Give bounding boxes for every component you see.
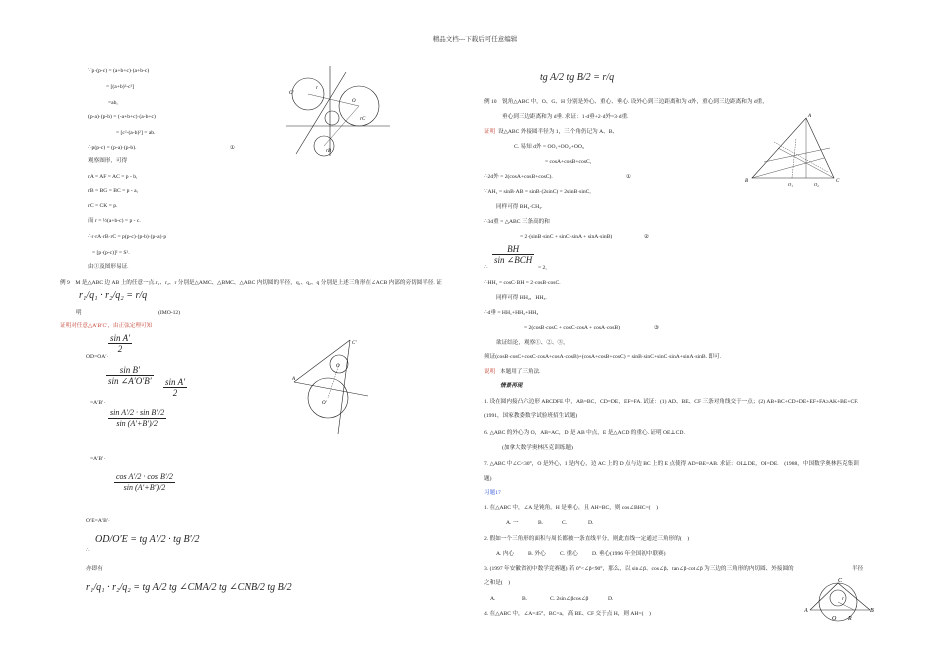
fig-label: B — [745, 179, 749, 184]
text-line: 同样可得 BH₂·CH₃. — [496, 204, 543, 210]
equation-number: ③ — [654, 325, 660, 331]
homework-4: 4. 在△ABC 中，∠A=45°，BC=a，高 BE、CF 交于点 H，则 AH=( ) — [484, 611, 651, 617]
fig-label: C′ — [352, 341, 357, 346]
homework-3b: 之和是( ) — [484, 580, 511, 586]
eq-top: tg A/2 tg B/2 = r/q — [540, 72, 615, 83]
option: C. — [562, 520, 568, 526]
text-line: OD=OA′· — [86, 354, 109, 360]
text-line: ∴ — [86, 548, 90, 554]
fraction-denominator: sin (A′+B′)/2 — [114, 482, 175, 493]
example-10: 例 10 锐角△ABC 中，O、G、H 分别是外心、重心、垂心. 设外心到三边距离和为 d外，重心到三边距离和为 d重， — [484, 99, 768, 105]
fig-label: O — [336, 364, 340, 369]
section-title: 情景再现 — [500, 383, 523, 389]
exercise-6: 6. △ABC 的外心为 O，AB=AC，D 是 AB 中点，E 是△ACD 的重心. 证明 OE⊥CD. — [484, 430, 685, 436]
fig-label: A — [804, 608, 808, 614]
fig-label: rB — [326, 149, 331, 154]
homework-2: 2. 假如一个三角形的面积与周长都被一条直线平分，则此直线一定通过三角形的( ) — [484, 536, 690, 542]
option: B. — [522, 596, 528, 602]
citation: (IMO-12) — [158, 310, 181, 316]
eq-final: r₁/q₁ · r₂/q₂ = tg A/2 tg ∠CMA/2 tg ∠CNB/2 tg B/2 — [86, 582, 292, 593]
homework-3-tail: 半径 — [852, 566, 864, 572]
fig-label: rC — [360, 117, 366, 122]
fraction-numerator: BH — [507, 244, 520, 254]
eq-od: OD/O′E = tg A′/2 · tg B′/2 — [95, 534, 200, 545]
text-line: 明 — [76, 310, 82, 316]
fraction-numerator: sin B′ — [119, 365, 140, 375]
fig-label: O₂ — [814, 182, 819, 187]
text-line: = cosA+cosB+cosC, — [545, 159, 592, 165]
text-line: 设△ABC 外接圆半径为 1，三个角仍记为 A、B、 — [498, 129, 619, 135]
fig-label: A — [808, 114, 812, 119]
option: A. — [490, 596, 496, 602]
text-line: =A′B′· — [90, 456, 106, 462]
fraction — [108, 333, 132, 354]
note-text: 本题用了三角法. — [500, 369, 541, 375]
text-line: ∴HH₁ = cosC·BH = 2·cosB·cosC. — [484, 280, 561, 286]
note-label: 说明 — [484, 369, 496, 375]
option: A. 一 — [506, 520, 519, 526]
text-line: ∴p(p-c) = (p-a)·(p-b). — [88, 145, 137, 151]
text-line: rC = CK = p. — [88, 203, 118, 209]
figure-circles-2 — [292, 336, 370, 436]
text-line: = [c²-(a-b)²] = ab. — [116, 130, 156, 136]
text-line: 欲证结论，观察①、②、③， — [496, 340, 569, 346]
proof-intro: 证明对任意△A′B′C′，由正弦定理可知 — [60, 323, 153, 329]
fraction-numerator: sin A′ — [165, 377, 186, 387]
option: D. — [588, 520, 594, 526]
fig-label: O — [832, 616, 837, 622]
equation-number: ② — [644, 234, 650, 240]
fig-label: r — [316, 86, 318, 91]
problem-9: 例 9 M 是△ABC 边 AB 上的任意一点.r₁、r₂、r 分别是△AMC、△BMC、△ABC 内切圆的半径，q₁、q₂、q 分别是上述三角形在∠ACB 内部的旁切圆半径. 证 — [60, 280, 442, 286]
fig-label: O — [352, 99, 356, 104]
fraction-numerator: sin A′/2 · sin B′/2 — [110, 408, 165, 417]
eq-claim: r₁/q₁ · r₂/q₂ = r/q — [79, 290, 148, 301]
text-line: =A′B′· — [90, 400, 106, 406]
option: A. 内心 — [496, 551, 515, 557]
fig-label: C — [838, 578, 843, 584]
text-line: 观察图形，可得 — [88, 158, 128, 164]
text-line: rB = BG = BC = p - a, — [88, 188, 139, 194]
text-line: = [(a+b)²-c²] — [106, 84, 135, 90]
text-line: ∴r·rA·rB·rC = p(p-c)·(p-b)·(p-a)·p — [88, 234, 167, 240]
text-line: 须证(cosB·cosC+cosC·cosA+cosA·cosB)+(cosA+cosB+cosC) = sinB·sinC+sinC·sinA+sinA·sinB. 即可. — [484, 354, 722, 360]
exercise-1-source: (1991，国家教委数学试验班招生试题) — [484, 413, 578, 419]
fig-label: O′ — [322, 401, 327, 406]
text-line: =ab, — [108, 100, 118, 106]
text-line: 而 r = ½(a+b-c) = p - c. — [88, 218, 141, 224]
exercise-6-source: (加拿大数学奥林匹克训练题) — [502, 445, 573, 451]
homework-1: 1. 在△ABC 中，∠A 是钝角，H 是垂心，且 AH=BC，则 cos∠BHC=( ) — [484, 505, 658, 511]
fraction-denominator: sin ∠BCH — [494, 255, 533, 265]
text-line: ∵AH₁ = sinB·AB = sinB·(2sinC) = 2sinB·sinC, — [484, 189, 591, 195]
text-line: (p-a)·(p-b) = (-a+b+c)·(a-b+c) — [88, 114, 156, 120]
text-line: 由①及图形易证. — [88, 264, 129, 270]
option: D. — [608, 596, 614, 602]
equation-number: ① — [626, 174, 632, 180]
text-line: 同样可得 HH₂，HH₃. — [496, 295, 547, 301]
proof-label: 证明 — [484, 129, 496, 135]
page-header: 精品文档---下载后可任意编辑 — [432, 36, 518, 43]
equation-number: ① — [230, 145, 236, 151]
fig-label: A — [292, 377, 296, 382]
fig-label: O₁ — [788, 182, 793, 187]
homework-3: 3. (1997 年安徽省初中数学竞赛题) 若 0°<∠β<90°，那么，以 sin∠β、cos∠β、tan∠β·cot∠β 为三边的三角形的内切圆、外接圆的 — [484, 566, 794, 572]
text-line: ∴ — [484, 265, 488, 271]
fraction — [108, 408, 166, 429]
text-line: O′E=A′B′· — [86, 518, 110, 524]
fraction — [492, 244, 534, 265]
fig-label: r — [842, 597, 844, 602]
text-line: = [p·(p-c)]² = S². — [92, 250, 130, 256]
text-line: = 2(cosB·cosC + cosC·cosA + cosA·cosB) — [524, 325, 621, 331]
fraction-denominator: 2 — [108, 343, 132, 354]
text-line: 亦即有 — [86, 566, 103, 572]
text-line: = 2·(sinB·sinC + sinC·sinA + sinA·sinB) — [520, 234, 613, 240]
text-line: ∵p·(p-c) = (a+b+c)·(a+b-c) — [88, 68, 150, 74]
fraction-denominator: 2 — [163, 387, 187, 398]
text-line: rA = AF = AC = p - b, — [88, 174, 138, 180]
exercise-7: 7. △ABC 中∠C<30°，O 是外心，I 是内心，边 AC 上的 D 点与边 BC 上的 E 点使得 AD=BE=AB. 求证：OI⊥DE，OI=DE. (1988，中国数学奥林匹克集训 — [484, 461, 859, 467]
fraction — [106, 365, 154, 386]
fig-label: C — [836, 179, 840, 184]
fraction — [163, 377, 187, 398]
text-line: = 2, — [538, 265, 547, 271]
figure-circles-1 — [286, 66, 390, 160]
fraction-denominator: sin (A′+B′)/2 — [108, 418, 166, 429]
option: B. 外心 — [528, 551, 546, 557]
figure-triangle — [744, 112, 844, 190]
text-line: ∴3d重 = △ABC 三条高的和 — [484, 219, 550, 225]
figure-circle-inscribed — [804, 576, 876, 624]
fraction-numerator: cos A′/2 · cos B′/2 — [116, 472, 173, 481]
fraction — [114, 472, 175, 493]
option: C. 重心 — [560, 551, 578, 557]
fig-label: R — [848, 616, 852, 622]
fraction-denominator: sin ∠A′O′B′ — [108, 376, 152, 386]
option: C. 2sin∠βcos∠β — [550, 596, 589, 602]
text-line: C. 易知 d外 = OO₁+OO₂+OO₃ — [514, 144, 584, 150]
text-line: ∴2d外 = 2(cosA+cosB+cosC). — [484, 174, 553, 180]
fraction-numerator: sin A′ — [110, 333, 131, 343]
example-10b: 垂心到三边距离和为 d垂. 求证：1·d垂+2·d外=3·d重. — [502, 114, 629, 120]
fig-label: O′ — [289, 91, 294, 96]
exercise-7b: 题) — [484, 476, 492, 482]
option: D. 垂心(1996 年全国初中联赛) — [592, 551, 666, 557]
fig-label: B — [870, 608, 874, 614]
text-line: ∴d垂 = HH₁+HH₂+HH₃ — [484, 310, 539, 316]
exercise-1: 1. 设在圆内接凸六边形 ABCDFE 中，AB=BC，CD=DE，EF=FA. 试证：(1) AD、BE、CF 三条对角线交于一点；(2) AB+BC+CD+DE+EF+FA≥AK+BE+CF. — [484, 399, 859, 405]
homework-title: 习题17 — [484, 490, 501, 496]
option: B. — [538, 520, 544, 526]
